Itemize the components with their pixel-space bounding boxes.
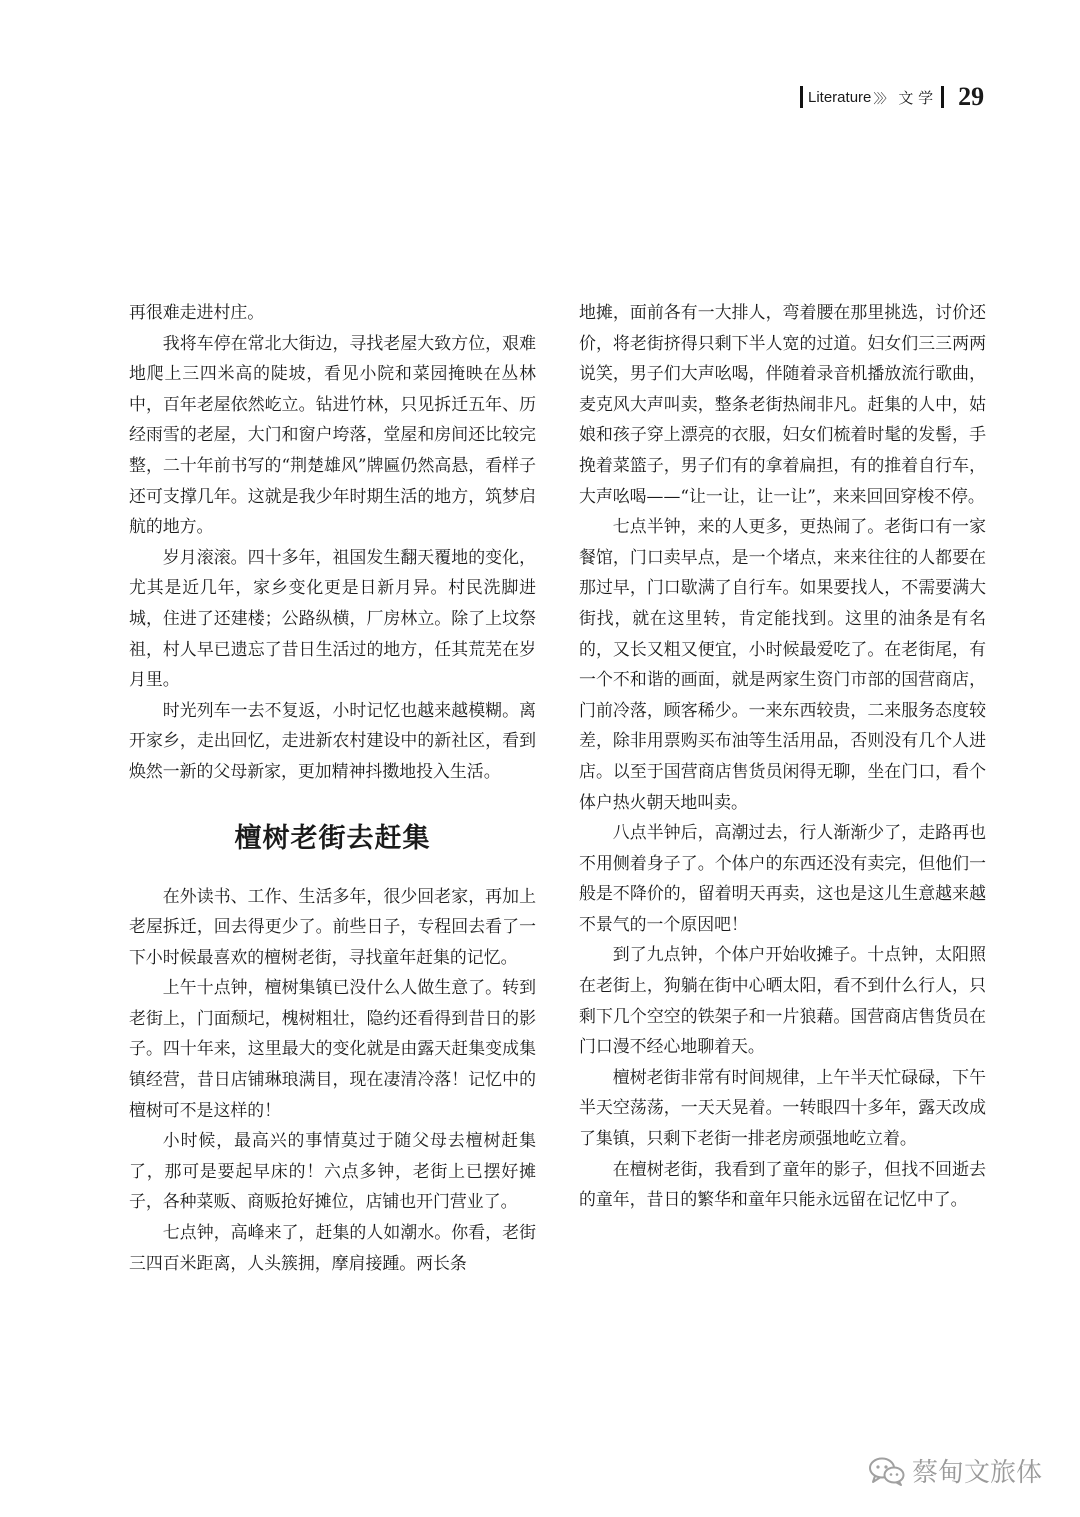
paragraph: 小时候，最高兴的事情莫过于随父母去檀树赶集了，那可是要起早床的！六点多钟，老街上已摆好摊子，各种菜贩、商贩抢好摊位，店铺也开门营业了。 xyxy=(129,1130,536,1212)
paragraph: 时光列车一去不复返，小时记忆也越来越模糊。离开家乡，走出回忆，走进新农村建设中的新社区，看到焕然一新的父母新家，更加精神抖擞地投入生活。 xyxy=(129,699,536,781)
watermark xyxy=(868,1452,1042,1489)
wechat-icon xyxy=(868,1456,906,1486)
running-header xyxy=(800,82,984,112)
paragraph: 地摊，面前各有一大排人，弯着腰在那里挑选，讨价还价，将老街挤得只剩下半人宽的过道。妇女们三三两两说笑，男子们大声吆喝，伴随着录音机播放流行歌曲，麦克风大声叫卖，整条老街热闹非凡。赶集的人中，姑娘和孩子穿上漂亮的衣服，妇女们梳着时髦的发髻，手挽着菜篮子，男子们有的拿着扁担，有的推着自行车，大声吆喝——“让一让，让一让”，来来回回穿梭不停。 xyxy=(579,302,986,506)
paragraph: 在檀树老街，我看到了童年的影子，但找不回逝去的童年，昔日的繁华和童年只能永远留在记忆中了。 xyxy=(579,1158,986,1210)
section-name-cn: 文 学 xyxy=(898,88,934,107)
paragraph: 岁月滚滚。四十多年，祖国发生翻天覆地的变化，尤其是近几年，家乡变化更是日新月异。村民洗脚进城，住进了还建楼；公路纵横，厂房林立。除了上坟祭祖，村人早已遗忘了昔日生活过的地方，任其荒芜在岁月里。 xyxy=(129,546,536,690)
paragraph: 上午十点钟，檀树集镇已没什么人做生意了。转到老街上，门面颓圮，槐树粗壮，隐约还看得到昔日的影子。四十年来，这里最大的变化就是由露天赶集变成集镇经营，昔日店铺琳琅满目，现在凄清冷落！记忆中的檀树可不是这样的！ xyxy=(129,977,536,1120)
left-column xyxy=(129,297,536,1278)
header-divider-right xyxy=(941,86,944,108)
page-number: 29 xyxy=(958,82,985,111)
paragraph: 我将车停在常北大街边，寻找老屋大致方位，艰难地爬上三四米高的陡坡，看见小院和菜园掩映在丛林中，百年老屋依然屹立。钻进竹林，只见拆迁五年、历经雨雪的老屋，大门和窗户垮落，堂屋和房间还比较完整，二十年前书写的“荆楚雄风”牌匾仍然高悬，看样子还可支撑几年。这就是我少年时期生活的地方，筑梦启航的地方。 xyxy=(129,332,536,537)
paragraph: 再很难走进村庄。 xyxy=(129,302,265,322)
paragraph: 到了九点钟，个体户开始收摊子。十点钟，太阳照在老街上，狗躺在街中心晒太阳，看不到什么行人，只剩下几个空空的铁架子和一片狼藉。国营商店售货员在门口漫不经心地聊着天。 xyxy=(579,944,986,1057)
paragraph: 檀树老街非常有时间规律，上午半天忙碌碌，下午半天空荡荡，一天天晃着。一转眼四十多年，露天改成了集镇，只剩下老街一排老房顽强地屹立着。 xyxy=(579,1066,986,1149)
watermark-text: 蔡甸文旅体 xyxy=(912,1458,1043,1488)
paragraph: 七点半钟，来的人更多，更热闹了。老街口有一家餐馆，门口卖早点，是一个堵点，来来往往的人都要在那过早，门口歇满了自行车。如果要找人，不需要满大街找，就在这里转，肯定能找到。这里的油条是有名的，又长又粗又便宜，小时候最爱吃了。在老街尾，有一个不和谐的画面，就是两家生资门市部的国营商店，门前冷落，顾客稀少。一来东西较贵，二来服务态度较差，除非用票购买布油等生活用品，否则没有几个人进店。以至于国营商店售货员闲得无聊，坐在门口，看个体户热火朝天地叫卖。 xyxy=(579,516,986,812)
paragraph: 八点半钟后，高潮过去，行人渐渐少了，走路再也不用侧着身子了。个体户的东西还没有卖完，但他们一般是不降价的，留着明天再卖，这也是这儿生意越来越不景气的一个原因吧！ xyxy=(579,822,986,934)
article-title: 檀树老街去赶集 xyxy=(234,822,431,854)
paragraph: 在外读书、工作、生活多年，很少回老家，再加上老屋拆迁，回去得更少了。前些日子，专程回去看了一下小时候最喜欢的檀树老街，寻找童年赶集的记忆。 xyxy=(129,885,536,967)
chevron-icon: 〉〉〉 xyxy=(873,91,891,107)
section-name-en: Literature xyxy=(808,88,872,106)
paragraph: 七点钟，高峰来了，赶集的人如潮水。你看，老街三四百米距离，人头簇拥，摩肩接踵。两长条 xyxy=(129,1222,536,1273)
header-divider-left xyxy=(800,86,803,108)
right-column xyxy=(579,297,986,1215)
